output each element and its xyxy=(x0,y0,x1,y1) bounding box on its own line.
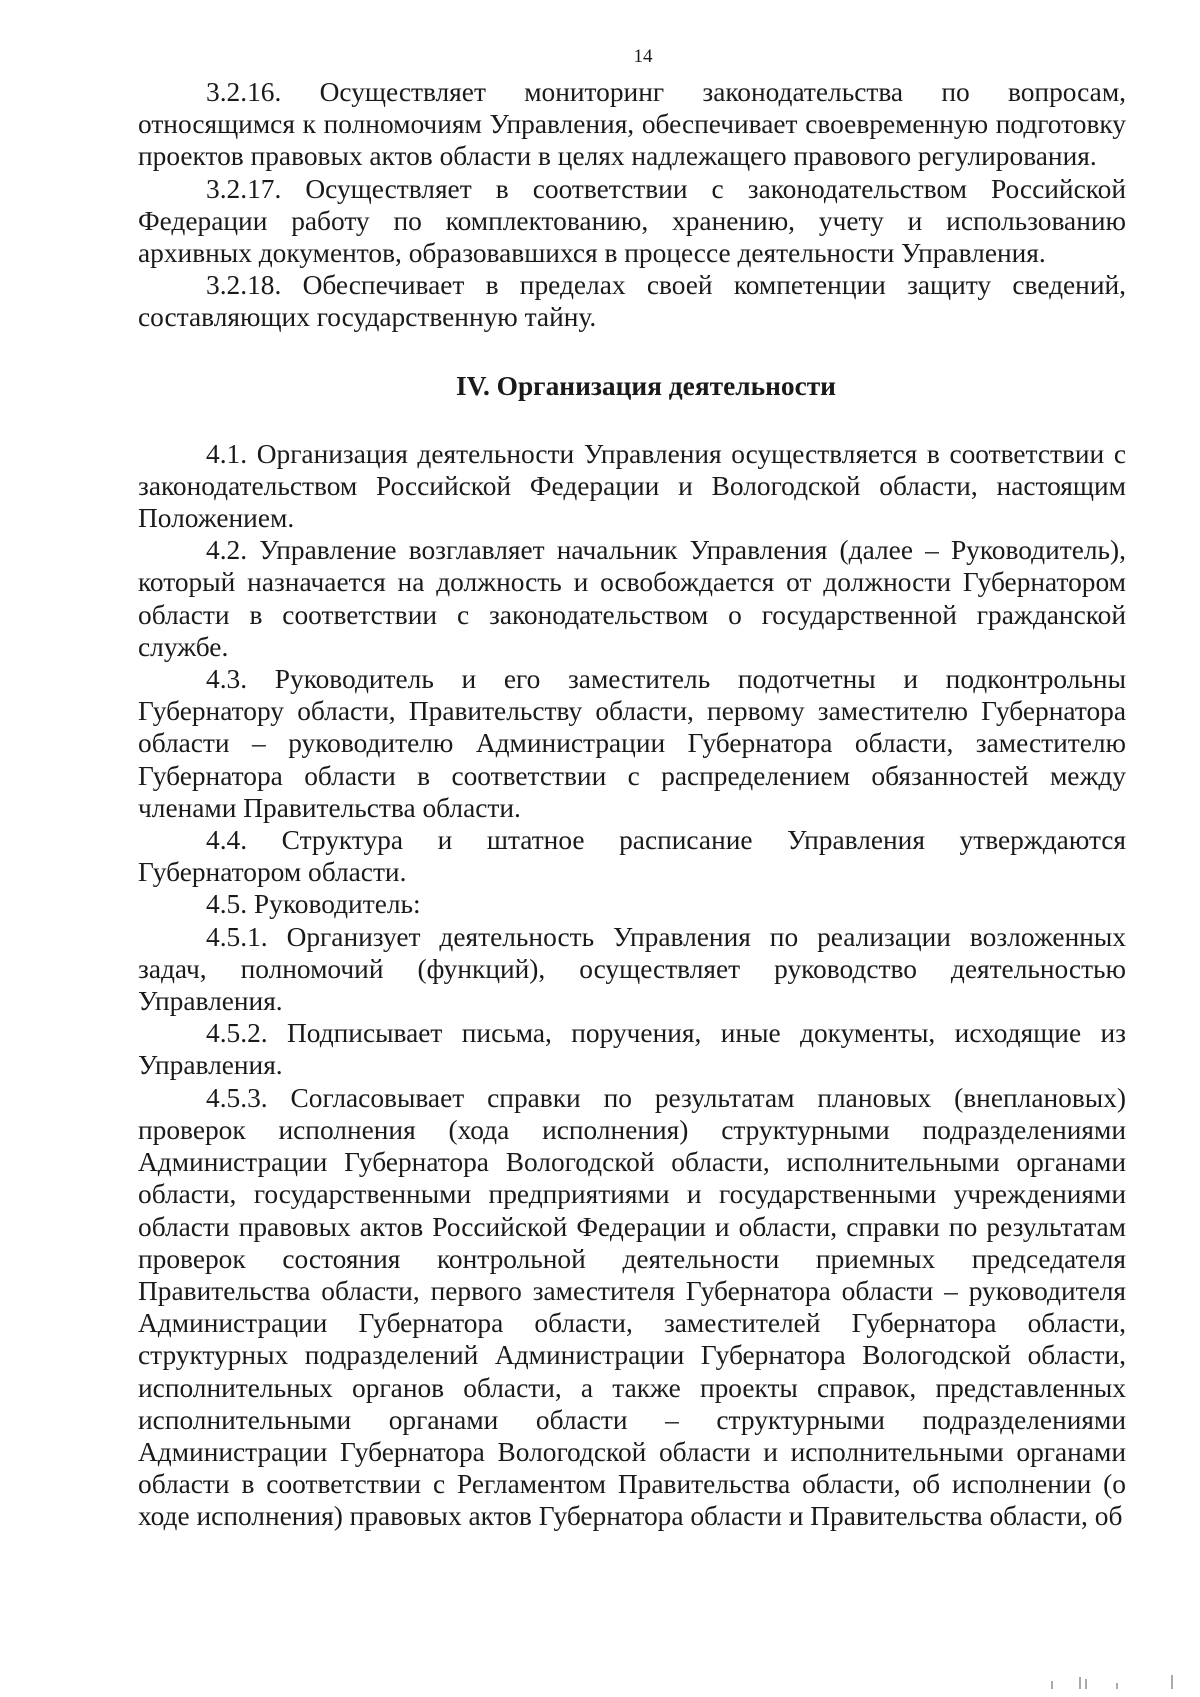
paragraph-4-5-2: 4.5.2. Подписывает письма, поручения, иные документы, исходящие из Управления. xyxy=(138,1018,1126,1081)
section-heading: IV. Организация деятельности xyxy=(456,370,836,401)
paragraph-4-4: 4.4. Структура и штатное расписание Управления утверждаются Губернатором области. xyxy=(138,825,1126,888)
paragraph-4-5-1: 4.5.1. Организует деятельность Управления по реализации возложенных задач, полномочий (функций), осуществляет руководство деятельностью Управления. xyxy=(138,921,1126,1017)
paragraph-4-5-3: 4.5.3. Согласовывает справки по результатам плановых (внеплановых) проверок исполнения (хода исполнения) структурными подразделениями Администрации Губернатора Вологодской области, исполнительными органами области, государственными предприятиями и государственными учреждениями области правовых актов Российской Федерации и области, справки по результатам проверок состояния контрольной деятельности приемных председателя Правительства области, первого заместителя Губернатора области – руководителя Администрации Губернатора области, заместителей Губернатора области, структурных подразделений Администрации Губернатора Вологодской области, исполнительных органов области, а также проекты справок, представленных исполнительными органами области – структурными подразделениями Администрации Губернатора Вологодской области и исполнительными органами области в соответствии с Регламентом Правительства области, об исполнении (о ходе исполнения) правовых актов Губернатора области и Правительства области, об xyxy=(138,1082,1126,1532)
paragraph-3-2-17: 3.2.17. Осуществляет в соответствии с законодательством Российской Федерации работу по комплектованию, хранению, учету и использованию архивных документов, образовавшихся в процессе деятельности Управления. xyxy=(138,173,1126,269)
paragraph-4-5: 4.5. Руководитель: xyxy=(206,889,421,920)
paragraph-3-2-16: 3.2.16. Осуществляет мониторинг законодательства по вопросам, относящимся к полномочиям Управления, обеспечивает своевременную подготовку проектов правовых актов области в целях надлежащего правового регулирования. xyxy=(138,77,1126,172)
page-number: 14 xyxy=(633,46,653,67)
paragraph-3-2-18: 3.2.18. Обеспечивает в пределах своей компетенции защиту сведений, составляющих государственную тайну. xyxy=(138,270,1126,333)
scan-edge-marks xyxy=(1022,1669,1182,1689)
paragraph-4-2: 4.2. Управление возглавляет начальник Управления (далее – Руководитель), который назначается на должность и освобождается от должности Губернатором области в соответствии с законодательством о государственной гражданской службе. xyxy=(138,535,1126,662)
document-page xyxy=(138,40,1126,1533)
paragraph-4-3: 4.3. Руководитель и его заместитель подотчетны и подконтрольны Губернатору области, Правительству области, первому заместителю Губернатора области – руководителю Администрации Губернатора области, заместителю Губернатора области в соответствии с распределением обязанностей между членами Правительства области. xyxy=(138,664,1126,823)
paragraph-4-1: 4.1. Организация деятельности Управления осуществляется в соответствии с законодательством Российской Федерации и Вологодской области, настоящим Положением. xyxy=(138,438,1126,534)
